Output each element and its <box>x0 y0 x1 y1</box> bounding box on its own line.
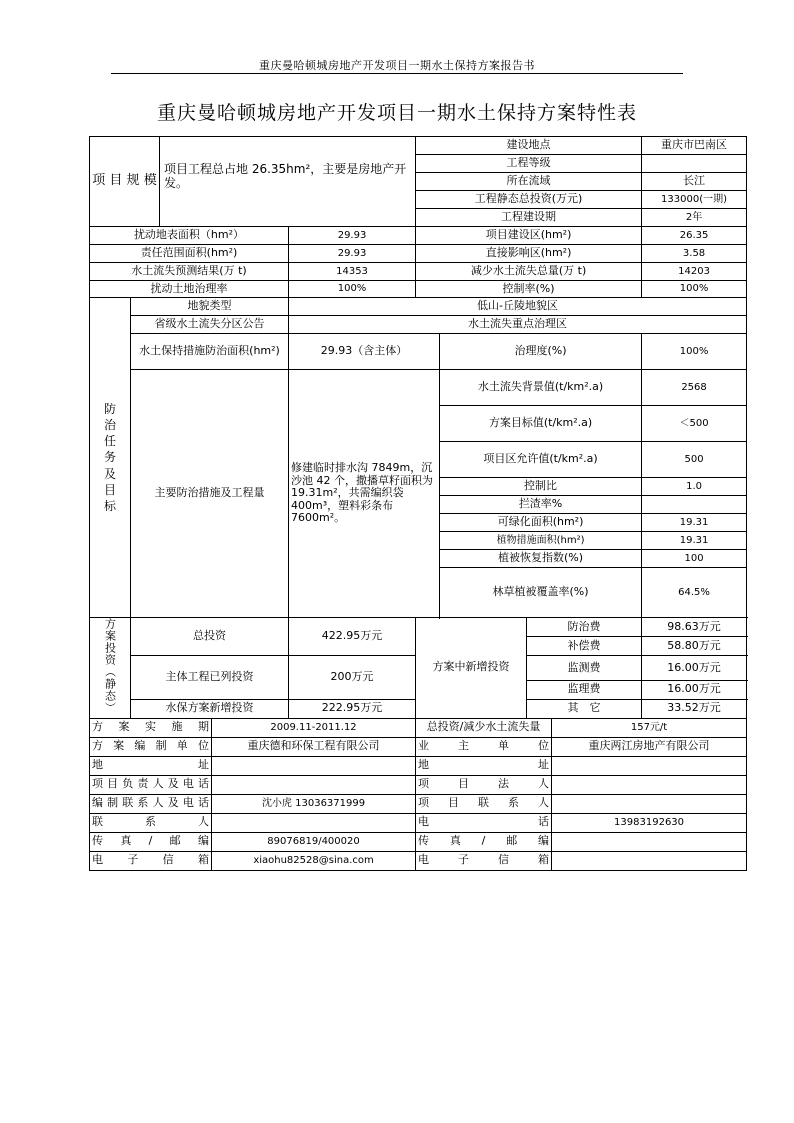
added-investment-label: 方案中新增投资 <box>416 618 527 719</box>
implementation-period-value: 2009.11-2011.12 <box>212 718 416 737</box>
basin-label: 所在流域 <box>416 173 642 191</box>
owner-label: 业主单位 <box>416 737 552 756</box>
fee-monitoring-label: 监测费 <box>527 656 642 681</box>
fax-label: 传真/邮编 <box>90 832 212 851</box>
email-value: xiaohu82528@sina.com <box>212 851 416 870</box>
plant-measure-area-label: 植物措施面积(hm²) <box>440 532 642 550</box>
construction-zone-label: 项目建设区(hm²) <box>416 227 642 245</box>
grade-value <box>642 155 747 173</box>
legal-person-label: 项目法人 <box>416 775 552 794</box>
landform-label: 地貌类型 <box>131 298 289 316</box>
main-works-investment-value: 200万元 <box>289 656 416 700</box>
slag-retention-value <box>642 496 747 514</box>
compiler-contact-value: 沈小虎 13036371999 <box>212 794 416 813</box>
page-title: 重庆曼哈顿城房地产开发项目一期水土保持方案特性表 <box>156 102 637 124</box>
project-manager-value <box>212 775 416 794</box>
responsibility-area-label: 责任范围面积(hm²) <box>90 245 289 263</box>
compiler-label: 方案编制单位 <box>90 737 212 756</box>
fax-value: 89076819/400020 <box>212 832 416 851</box>
compiler-value: 重庆德和环保工程有限公司 <box>212 737 416 756</box>
implementation-period-label: 方案实施期 <box>90 718 212 737</box>
characteristics-table <box>89 136 747 871</box>
owner-email-value <box>552 851 747 870</box>
allowable-value-label: 项目区允许值(t/km².a) <box>440 442 642 478</box>
project-manager-label: 项目负责人及电话 <box>90 775 212 794</box>
email-label: 电子信箱 <box>90 851 212 870</box>
target-value-label: 方案目标值(t/km².a) <box>440 406 642 442</box>
phone-label: 电话 <box>416 813 552 832</box>
project-contact-value <box>552 794 747 813</box>
owner-address-label: 地址 <box>416 756 552 775</box>
header-rule <box>111 73 683 74</box>
erosion-forecast-value: 14353 <box>289 263 416 281</box>
fee-monitoring-value: 16.00万元 <box>642 656 747 681</box>
legal-person-value <box>552 775 747 794</box>
new-investment-label: 水保方案新增投资 <box>131 699 289 718</box>
main-measures-label: 主要防治措施及工程量 <box>131 370 289 618</box>
control-rate-label: 控制率(%) <box>416 281 642 298</box>
new-investment-value: 222.95万元 <box>289 699 416 718</box>
address-value <box>212 756 416 775</box>
fee-treatment-label: 防治费 <box>527 618 642 637</box>
erosion-reduction-label: 减少水土流失总量(万 t) <box>416 263 642 281</box>
vegetation-cover-value: 64.5% <box>642 568 747 618</box>
control-rate-value: 100% <box>642 281 747 298</box>
disturbed-area-label: 扰动地表面积（hm²） <box>90 227 289 245</box>
running-header: 重庆曼哈顿城房地产开发项目一期水土保持方案报告书 <box>259 59 535 72</box>
location-label: 建设地点 <box>416 137 642 155</box>
disturbed-area-value: 29.93 <box>289 227 416 245</box>
cost-ratio-label: 总投资/减少水土流失量 <box>416 718 552 737</box>
owner-fax-value <box>552 832 747 851</box>
vegetation-cover-label: 林草植被覆盖率(%) <box>440 568 642 618</box>
background-value: 2568 <box>642 370 747 406</box>
fee-compensation-value: 58.80万元 <box>642 637 747 656</box>
plant-measure-area-value: 19.31 <box>642 532 747 550</box>
vegetation-index-label: 植被恢复指数(%) <box>440 550 642 568</box>
construction-period-value: 2年 <box>642 209 747 227</box>
project-scale-label: 项 目 规 模 <box>90 137 160 227</box>
control-ratio-value: 1.0 <box>642 478 747 496</box>
cost-ratio-value: 157元/t <box>552 718 747 737</box>
main-measures-desc: 修建临时排水沟 7849m，沉沙池 42 个，撒播草籽面积为 19.31m²，共需编织袋 400m³，塑料彩条布 7600m²。 <box>289 370 440 618</box>
fee-supervision-label: 监理费 <box>527 680 642 699</box>
erosion-reduction-value: 14203 <box>642 263 747 281</box>
static-investment-label: 工程静态总投资(万元) <box>416 191 642 209</box>
total-investment-label: 总投资 <box>131 618 289 656</box>
compiler-contact-label: 编制联系人及电话 <box>90 794 212 813</box>
construction-zone-value: 26.35 <box>642 227 747 245</box>
investment-label-text: 方案投资（静态） <box>103 618 117 714</box>
greenable-area-label: 可绿化面积(hm²) <box>440 514 642 532</box>
background-value-label: 水土流失背景值(t/km².a) <box>440 370 642 406</box>
owner-value: 重庆两江房地产有限公司 <box>552 737 747 756</box>
fee-other-value: 33.52万元 <box>642 699 747 718</box>
basin-value: 长江 <box>642 173 747 191</box>
treatment-degree-label: 治理度(%) <box>440 334 642 370</box>
prevention-area-label: 水土保持措施防治面积(hm²) <box>131 334 289 370</box>
liaison-value <box>212 813 416 832</box>
total-investment-value: 422.95万元 <box>289 618 416 656</box>
location-value: 重庆市巴南区 <box>642 137 747 155</box>
investment-label <box>90 618 131 719</box>
allowable-value: 500 <box>642 442 747 478</box>
control-ratio-label: 控制比 <box>440 478 642 496</box>
slag-retention-label: 拦渣率% <box>440 496 642 514</box>
fee-treatment-value: 98.63万元 <box>642 618 747 637</box>
owner-fax-label: 传真/邮编 <box>416 832 552 851</box>
grade-label: 工程等级 <box>416 155 642 173</box>
address-label: 地址 <box>90 756 212 775</box>
zone-label: 省级水土流失分区公告 <box>131 316 289 334</box>
direct-impact-label: 直接影响区(hm²) <box>416 245 642 263</box>
fee-supervision-value: 16.00万元 <box>642 680 747 699</box>
erosion-forecast-label: 水土流失预测结果(万 t) <box>90 263 289 281</box>
vegetation-index-value: 100 <box>642 550 747 568</box>
prevention-goals-label: 防治任务及目标 <box>90 298 131 618</box>
fee-compensation-label: 补偿费 <box>527 637 642 656</box>
owner-address-value <box>552 756 747 775</box>
land-treatment-rate-label: 扰动土地治理率 <box>90 281 289 298</box>
liaison-label: 联系人 <box>90 813 212 832</box>
treatment-degree-value: 100% <box>642 334 747 370</box>
landform-value: 低山-丘陵地貌区 <box>289 298 747 316</box>
project-scale-desc: 项目工程总占地 26.35hm²，主要是房地产开发。 <box>160 137 416 227</box>
construction-period-label: 工程建设期 <box>416 209 642 227</box>
phone-value: 13983192630 <box>552 813 747 832</box>
static-investment-value: 133000(一期) <box>642 191 747 209</box>
prevention-area-value: 29.93（含主体） <box>289 334 440 370</box>
owner-email-label: 电子信箱 <box>416 851 552 870</box>
target-value: ＜500 <box>642 406 747 442</box>
zone-value: 水土流失重点治理区 <box>289 316 747 334</box>
main-works-investment-label: 主体工程已列投资 <box>131 656 289 700</box>
project-contact-label: 项目联系人 <box>416 794 552 813</box>
direct-impact-value: 3.58 <box>642 245 747 263</box>
greenable-area-value: 19.31 <box>642 514 747 532</box>
responsibility-area-value: 29.93 <box>289 245 416 263</box>
land-treatment-rate-value: 100% <box>289 281 416 298</box>
fee-other-label: 其 它 <box>527 699 642 718</box>
